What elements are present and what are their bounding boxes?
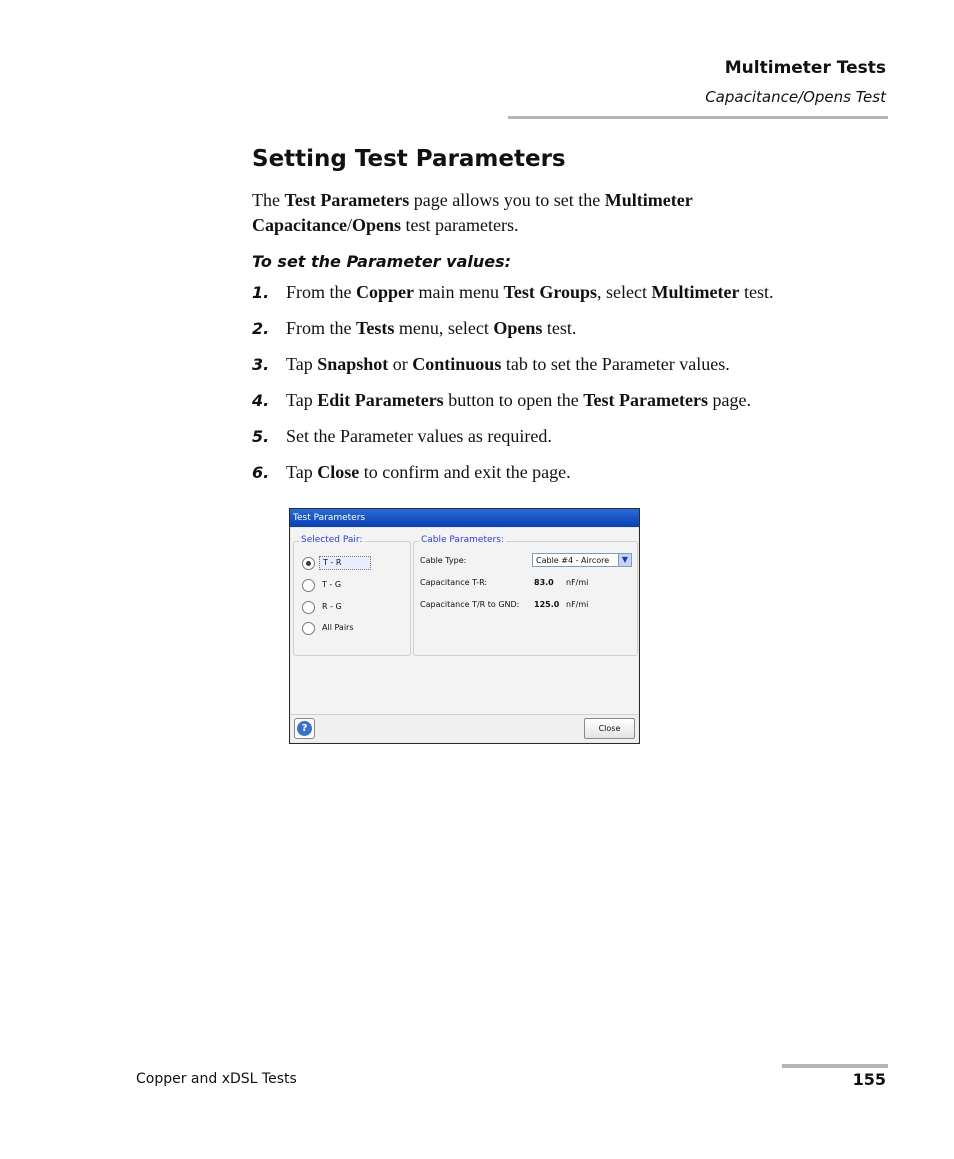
step-number: 6. bbox=[252, 463, 270, 482]
intro-paragraph bbox=[252, 188, 812, 238]
dialog-title: Test Parameters bbox=[290, 509, 639, 527]
cap-gnd-unit: nF/mi bbox=[566, 600, 589, 609]
cable-type-value: Cable #4 - Aircore bbox=[536, 556, 610, 565]
cap-tr-label: Capacitance T-R: bbox=[420, 578, 488, 587]
cap-tr-value[interactable]: 83.0 bbox=[534, 578, 554, 587]
help-icon: ? bbox=[297, 721, 312, 736]
selected-pair-group bbox=[293, 535, 411, 656]
cable-type-select[interactable] bbox=[532, 553, 632, 567]
radio-r-g-circle[interactable] bbox=[302, 601, 315, 614]
step-number: 4. bbox=[252, 391, 270, 410]
step-text: Tap Close to confirm and exit the page. bbox=[286, 462, 571, 482]
step-number: 5. bbox=[252, 427, 270, 446]
dialog-body bbox=[291, 528, 638, 715]
cap-tr-unit: nF/mi bbox=[566, 578, 589, 587]
cap-gnd-label: Capacitance T/R to GND: bbox=[420, 600, 520, 609]
intro-bold-opens: Opens bbox=[352, 215, 402, 235]
intro-text-2: page allows you to set the bbox=[409, 190, 605, 210]
running-header-section: Capacitance/Opens Test bbox=[705, 88, 886, 106]
cap-gnd-value[interactable]: 125.0 bbox=[534, 600, 560, 609]
step-text: Tap Edit Parameters button to open the Test Parameters page. bbox=[286, 390, 751, 410]
step-number: 3. bbox=[252, 355, 270, 374]
intro-text-3: / bbox=[346, 215, 352, 235]
radio-t-g-label: T - G bbox=[322, 580, 342, 589]
radio-t-g-circle[interactable] bbox=[302, 579, 315, 592]
header-rule bbox=[508, 116, 888, 119]
radio-all-pairs-circle[interactable] bbox=[302, 622, 315, 635]
footer-rule bbox=[782, 1064, 888, 1068]
step-text: From the Tests menu, select Opens test. bbox=[286, 318, 577, 338]
procedure-title: To set the Parameter values: bbox=[252, 252, 512, 271]
intro-text-1: The bbox=[252, 190, 285, 210]
page-number: 155 bbox=[852, 1070, 886, 1089]
test-parameters-dialog bbox=[289, 508, 640, 744]
step-text: From the Copper main menu Test Groups, select Multimeter test. bbox=[286, 282, 774, 302]
step-text: Tap Snapshot or Continuous tab to set the Parameter values. bbox=[286, 354, 730, 374]
radio-r-g-label: R - G bbox=[322, 602, 342, 611]
help-button[interactable] bbox=[294, 718, 315, 739]
radio-t-r-label: T - R bbox=[319, 556, 371, 570]
radio-t-r-circle[interactable] bbox=[302, 557, 315, 570]
cable-type-label: Cable Type: bbox=[420, 556, 467, 565]
cable-parameters-legend: Cable Parameters: bbox=[421, 535, 504, 545]
step-number: 2. bbox=[252, 319, 270, 338]
intro-text-4: test parameters. bbox=[401, 215, 519, 235]
dialog-footer bbox=[291, 714, 638, 742]
chevron-down-icon[interactable]: ▼ bbox=[618, 554, 631, 566]
radio-all-pairs-label: All Pairs bbox=[322, 623, 354, 632]
intro-bold-test-parameters: Test Parameters bbox=[284, 190, 410, 210]
running-header-chapter: Multimeter Tests bbox=[724, 58, 886, 78]
cable-parameters-group bbox=[413, 535, 638, 656]
close-button[interactable]: Close bbox=[584, 718, 635, 739]
footer-book-title: Copper and xDSL Tests bbox=[136, 1071, 297, 1087]
intro-bold-capacitance: Multimeter Capacitance bbox=[252, 190, 693, 235]
selected-pair-legend: Selected Pair: bbox=[301, 535, 363, 545]
step-number: 1. bbox=[252, 283, 270, 302]
step-text: Set the Parameter values as required. bbox=[286, 426, 552, 446]
section-heading: Setting Test Parameters bbox=[252, 146, 566, 172]
